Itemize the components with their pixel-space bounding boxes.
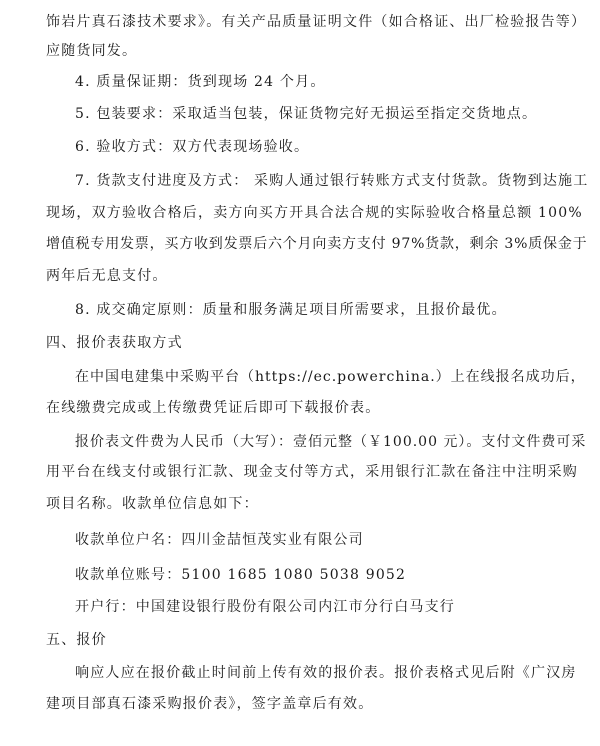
- text-line: 增值税专用发票，买方收到发票后六个月向卖方支付 97%货款，剩余 3%质保金于: [46, 236, 588, 252]
- list-item: 6. 验收方式：双方代表现场验收。: [75, 139, 310, 155]
- text-line: 两年后无息支付。: [46, 268, 168, 284]
- list-item: 8. 成交确定原则：质量和服务满足项目所需要求，且报价最优。: [75, 302, 507, 318]
- text-line: 饰岩片真石漆技术要求》。有关产品质量证明文件（如合格证、出厂检验报告等）: [46, 14, 587, 30]
- list-item: 5. 包装要求：采取适当包装，保证货物完好无损运至指定交货地点。: [75, 106, 538, 122]
- section-heading: 五、报价: [46, 632, 107, 648]
- paragraph-line: 响应人应在报价截止时间前上传有效的报价表。报价表格式见后附《广汉房: [75, 665, 577, 681]
- text-line: 建项目部真石漆采购报价表》，签字盖章后有效。: [46, 696, 374, 712]
- text-line: 应随货同发。: [46, 43, 138, 59]
- payee-name: 收款单位户名：四川金喆恒茂实业有限公司: [75, 532, 364, 548]
- payee-account: 收款单位账号：5100 1685 1080 5038 9052: [75, 567, 407, 583]
- payee-bank: 开户行：中国建设银行股份有限公司内江市分行白马支行: [75, 599, 455, 615]
- paragraph-line: 在中国电建集中采购平台（https://ec.powerchina.）上在线报名成功后，: [75, 369, 586, 385]
- text-line: 在线缴费完成或上传缴费凭证后即可下载报价表。: [46, 400, 381, 416]
- section-heading: 四、报价表获取方式: [46, 335, 183, 351]
- list-item: 4. 质量保证期：货到现场 24 个月。: [75, 74, 326, 90]
- text-line: 现场，双方验收合格后，卖方向买方开具合法合规的实际验收合格量总额 100%: [46, 205, 583, 221]
- paragraph-line: 报价表文件费为人民币（大写）：壹佰元整（￥100.00 元）。支付文件费可采: [75, 434, 587, 450]
- text-line: 用平台在线支付或银行汇款、现金支付等方式，采用银行汇款在备注中注明采购: [46, 464, 578, 480]
- list-item: 7. 货款支付进度及方式： 采购人通过银行转账方式支付货款。货物到达施工: [75, 173, 589, 189]
- text-line: 项目名称。收款单位信息如下：: [46, 496, 259, 512]
